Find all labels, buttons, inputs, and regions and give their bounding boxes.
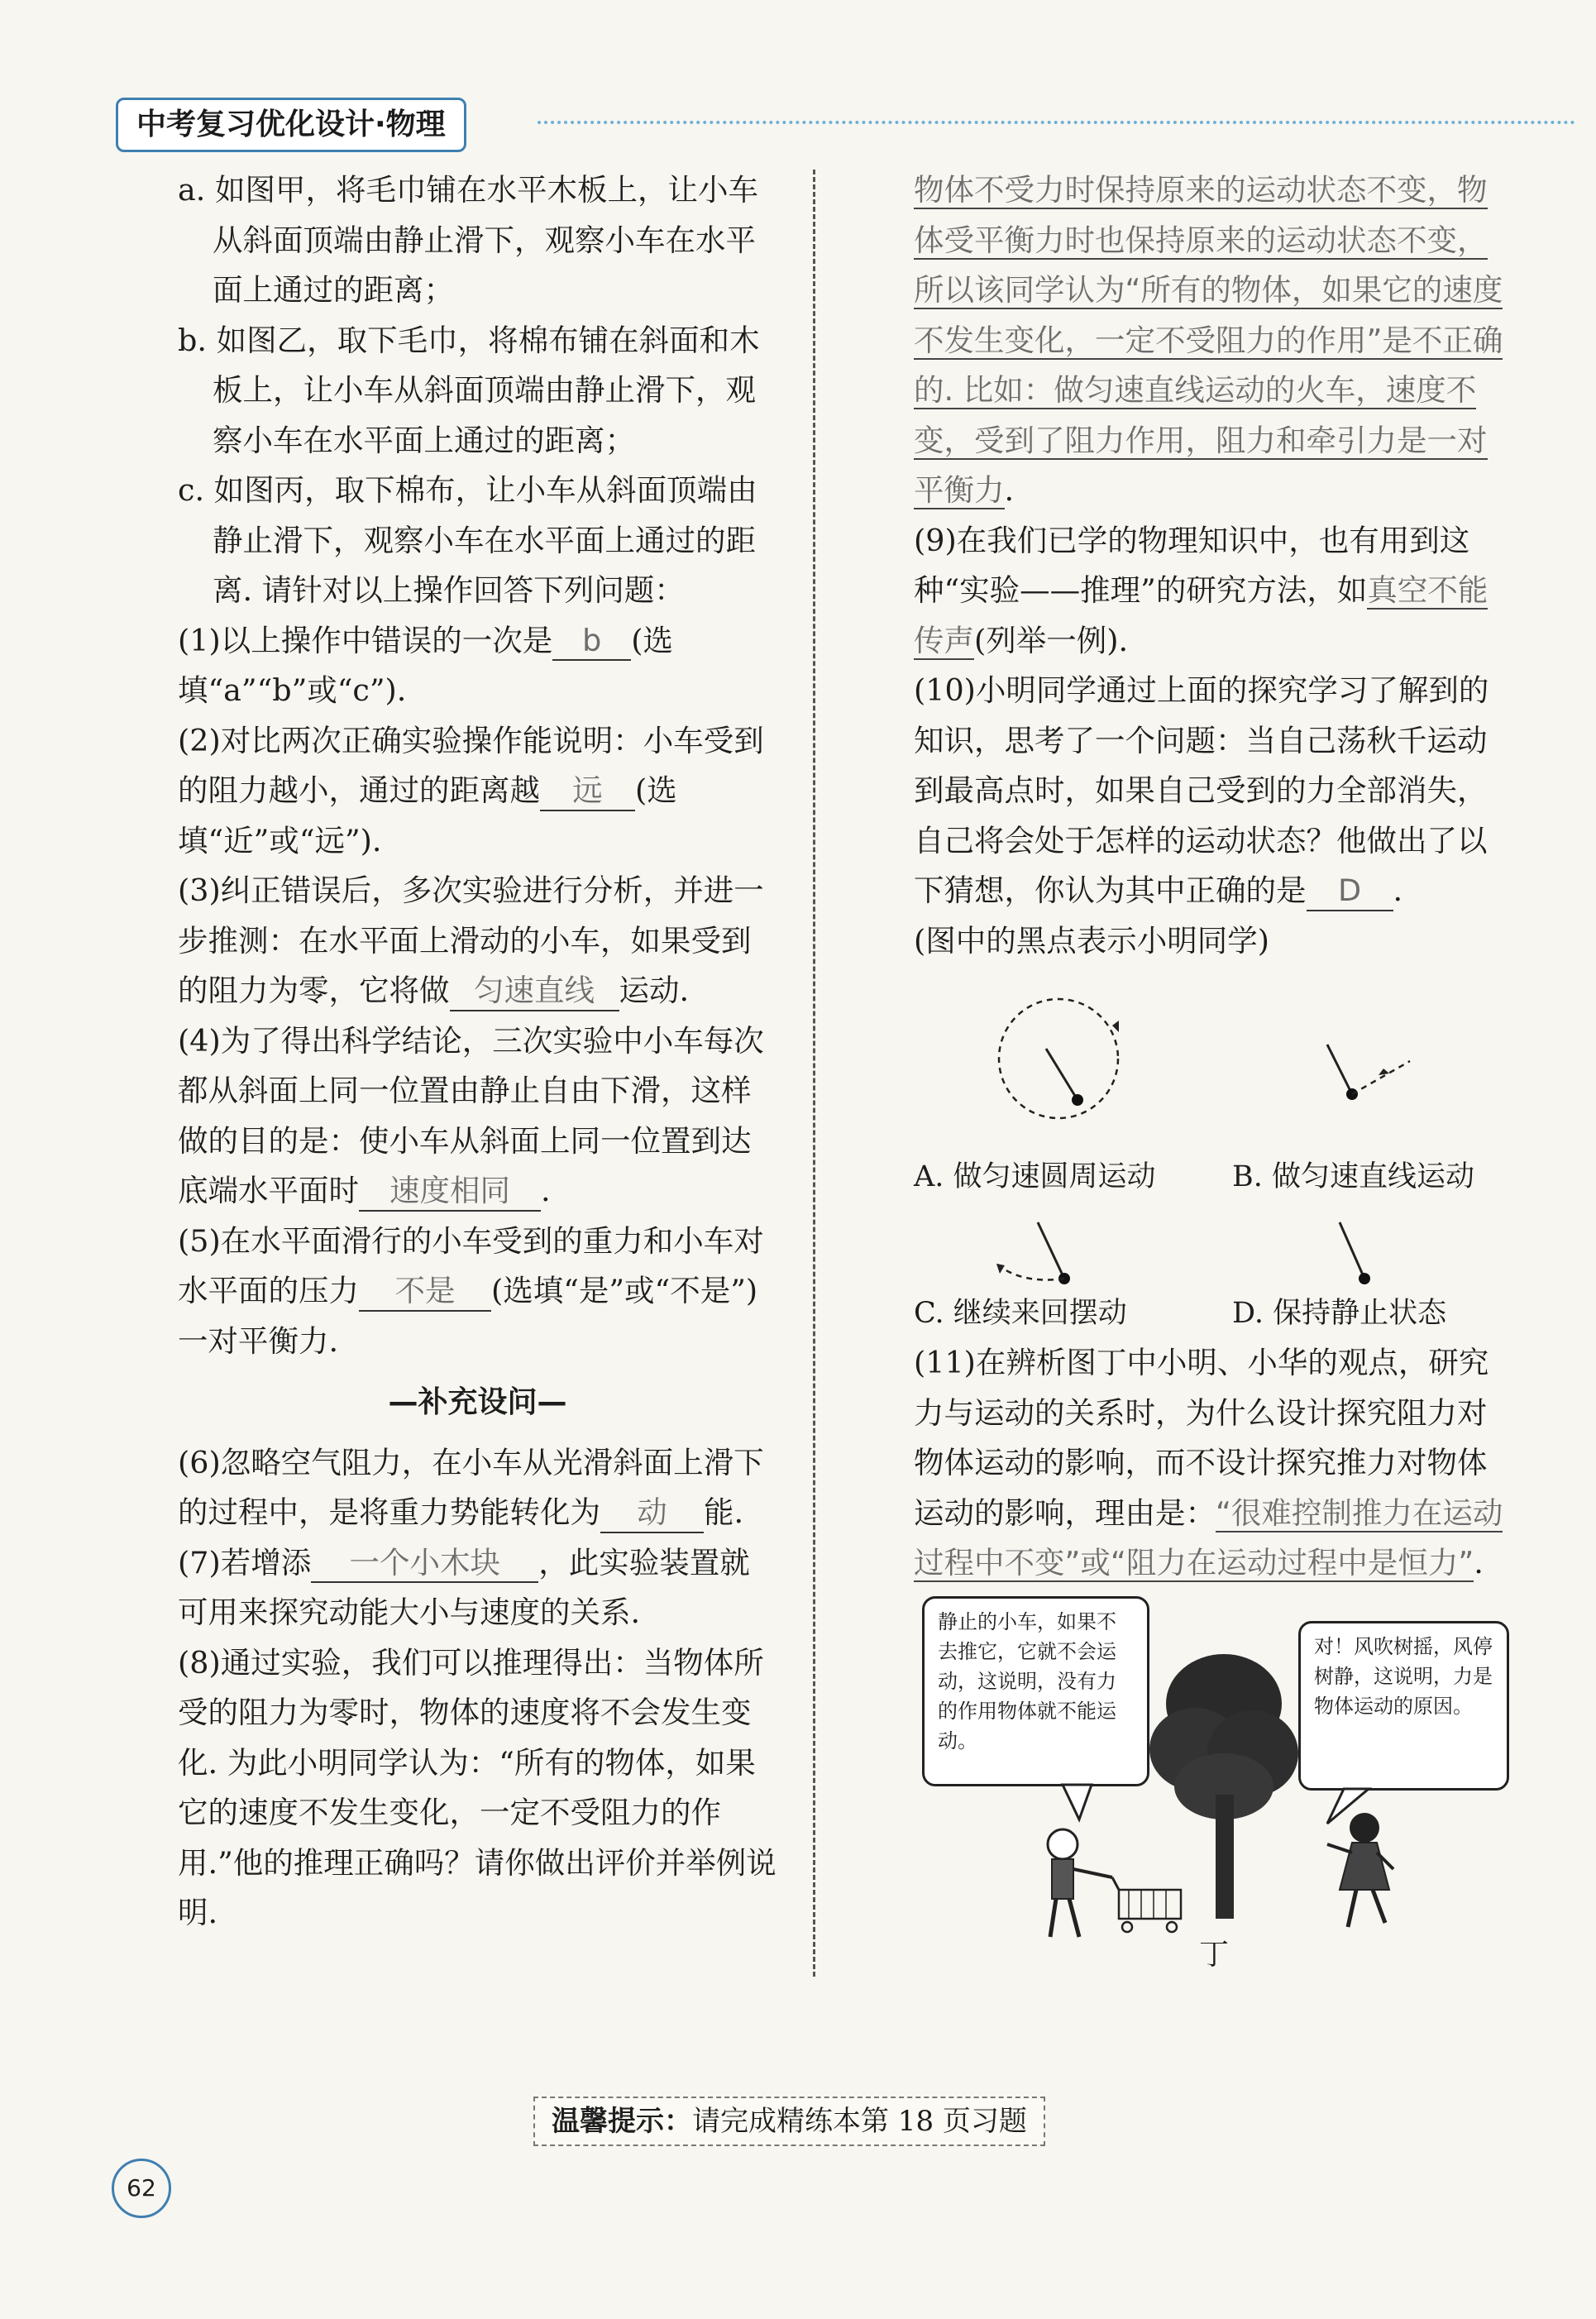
dot-a — [1072, 1094, 1083, 1106]
answer-5: 不是 — [359, 1272, 491, 1312]
question-11: (11)在辨析图丁中小明、小华的观点，研究力与运动的关系时，为什么设计探究阻力对物体运动的影响，而不设计探究推力对物体运动的影响，理由是：“很难控制推力在运动过程中不变”或“阻力在运动过程中是恒力”. — [914, 1345, 1503, 1580]
tip-label: 温馨提示： — [552, 2105, 692, 2138]
question-8: (8)通过实验，我们可以推理得出：当物体所受的阻力为零时，物体的速度将不会发生变化. 为此小明同学认为：“所有的物体，如果它的速度不发生变化，一定不受阻力的作用.”他的推理正确吗？请你做出评价并举例说明. — [178, 1644, 776, 1930]
question-2: (2)对比两次正确实验操作能说明：小车受到的阻力越小，通过的距离越 远 (选填“近”或“远”). — [178, 722, 764, 858]
figure-ding — [914, 1596, 1513, 1985]
dashed-circle-path — [999, 999, 1118, 1118]
boy-figure — [1048, 1829, 1112, 1937]
arrow-a — [1112, 1021, 1119, 1032]
question-5: (5)在水平面滑行的小车受到的重力和小车对水平面的压力 不是 (选填“是”或“不是”)一对平衡力. — [178, 1222, 764, 1359]
column-divider — [813, 170, 815, 1977]
pendulum-rope-a — [1046, 1049, 1078, 1100]
step-c: c. 如图丙，取下棉布，让小车从斜面顶端由静止滑下，观察小车在水平面上通过的距离. 请针对以上操作回答下列问题： — [178, 472, 757, 608]
question-3: (3)纠正错误后，多次实验进行分析，并进一步推测：在水平面上滑动的小车，如果受到的阻力为零，它将做 匀速直线 运动. — [178, 866, 777, 1016]
speech-bubble-xiaoming: 静止的小车，如果不去推它，它就不会运动，这说明，没有力的作用物体就不能运动。 — [922, 1596, 1149, 1786]
options-ab — [914, 966, 1513, 1206]
answer-8: 物体不受力时保持原来的运动状态不变，物体受平衡力时也保持原来的运动状态不变，所以该同学认为“所有的物体，如果它的速度不发生变化，一定不受阻力的作用”是不正确的. 比如：做匀速直线运动的火车，速度不变，受到了阻力作用，阻力和牵引力是一对平衡力 — [914, 172, 1503, 508]
tip-text: 请完成精练本第 18 页习题 — [692, 2105, 1027, 2138]
book-title: 中考复习优化设计·物理 — [116, 98, 466, 152]
answer-7: 一个小木块 — [311, 1544, 538, 1584]
answer-2: 远 — [540, 772, 635, 811]
answer-8-block: 物体不受力时保持原来的运动状态不变，物体受平衡力时也保持原来的运动状态不变，所以该同学认为“所有的物体，如果它的速度不发生变化，一定不受阻力的作用”是不正确的. 比如：做匀速直线运动的火车，速度不变，受到了阻力作用，阻力和牵引力是一对平衡力. — [914, 172, 1503, 508]
section-title: —补充设问— — [388, 1385, 567, 1419]
figure-label: 丁 — [1199, 1938, 1230, 1972]
pendulum-rope-d — [1340, 1222, 1364, 1279]
cartoon-drawing — [914, 1596, 1513, 1985]
question-10-note: (图中的黑点表示小明同学) — [914, 922, 1269, 959]
answer-6: 动 — [600, 1494, 704, 1533]
step-b: b. 如图乙，取下毛巾，将棉布铺在斜面和木板上，让小车从斜面顶端由静止滑下，观察小车在水平面上通过的距离； — [178, 322, 760, 458]
answer-11: “很难控制推力在运动过程中不变”或“阻力在运动过程中是恒力” — [914, 1494, 1503, 1580]
answer-10: D — [1307, 872, 1393, 911]
answer-9: 真空不能传声 — [914, 572, 1488, 658]
footer-tip — [533, 2097, 1045, 2146]
swing-figures-cd — [914, 1206, 1513, 1297]
pendulum-rope-b — [1327, 1045, 1352, 1094]
question-1: (1)以上操作中错误的一次是 b (选填“a”“b”或“c”). — [178, 622, 673, 708]
right-column — [914, 165, 1513, 1589]
dot-d — [1359, 1273, 1370, 1284]
arrow-c — [996, 1264, 1005, 1274]
question-10: (10)小明同学通过上面的探究学习了解到的知识，思考了一个问题：当自己荡秋千运动到最高点时，如果自己受到的力全部消失，自己将会处于怎样的运动状态？他做出了以下猜想，你认为其中正确的是 D . — [914, 666, 1513, 916]
option-a: A. 做匀速圆周运动 — [914, 1160, 1156, 1193]
tree-icon — [1149, 1654, 1298, 1919]
question-4: (4)为了得出科学结论，三次实验中小车每次都从斜面上同一位置由静止自由下滑，这样做的目的是：使小车从斜面上同一位置到达底端水平面时 速度相同 . — [178, 1016, 777, 1217]
pendulum-rope-c — [1038, 1222, 1064, 1279]
answer-1: b — [552, 622, 631, 662]
option-d: D. 保持静止状态 — [1232, 1297, 1447, 1330]
question-6: (6)忽略空气阻力，在小车从光滑斜面上滑下的过程中，是将重力势能转化为 动 能. — [178, 1438, 777, 1538]
question-7: (7)若增添 一个小木块 ，此实验装置就可用来探究动能大小与速度的关系. — [178, 1544, 750, 1630]
answer-4: 速度相同 — [359, 1172, 541, 1212]
girl-figure — [1327, 1813, 1393, 1927]
swing-figures-ab — [914, 966, 1513, 1156]
cart-icon — [1112, 1877, 1181, 1932]
dashed-arc-path — [996, 1264, 1064, 1280]
arrow-b — [1379, 1069, 1389, 1075]
options-cd — [914, 1206, 1513, 1338]
bubble-tail-left — [1063, 1785, 1092, 1819]
step-a: a. 如图甲，将毛巾铺在水平木板上，让小车从斜面顶端由静止滑下，观察小车在水平面上通过的距离； — [178, 172, 758, 308]
left-column — [178, 165, 777, 1939]
page-number: 62 — [112, 2159, 171, 2218]
speech-bubble-xiaohua: 对！风吹树摇，风停树静，这说明，力是物体运动的原因。 — [1298, 1621, 1509, 1791]
question-9: (9)在我们已学的物理知识中，也有用到这种“实验——推理”的研究方法，如真空不能传声(列举一例). — [914, 522, 1488, 658]
dashed-straight-path — [1352, 1061, 1410, 1094]
answer-3: 匀速直线 — [450, 972, 619, 1011]
option-b: B. 做匀速直线运动 — [1232, 1160, 1474, 1193]
header-dotted-rule — [538, 121, 1575, 124]
option-c: C. 继续来回摆动 — [914, 1297, 1127, 1330]
